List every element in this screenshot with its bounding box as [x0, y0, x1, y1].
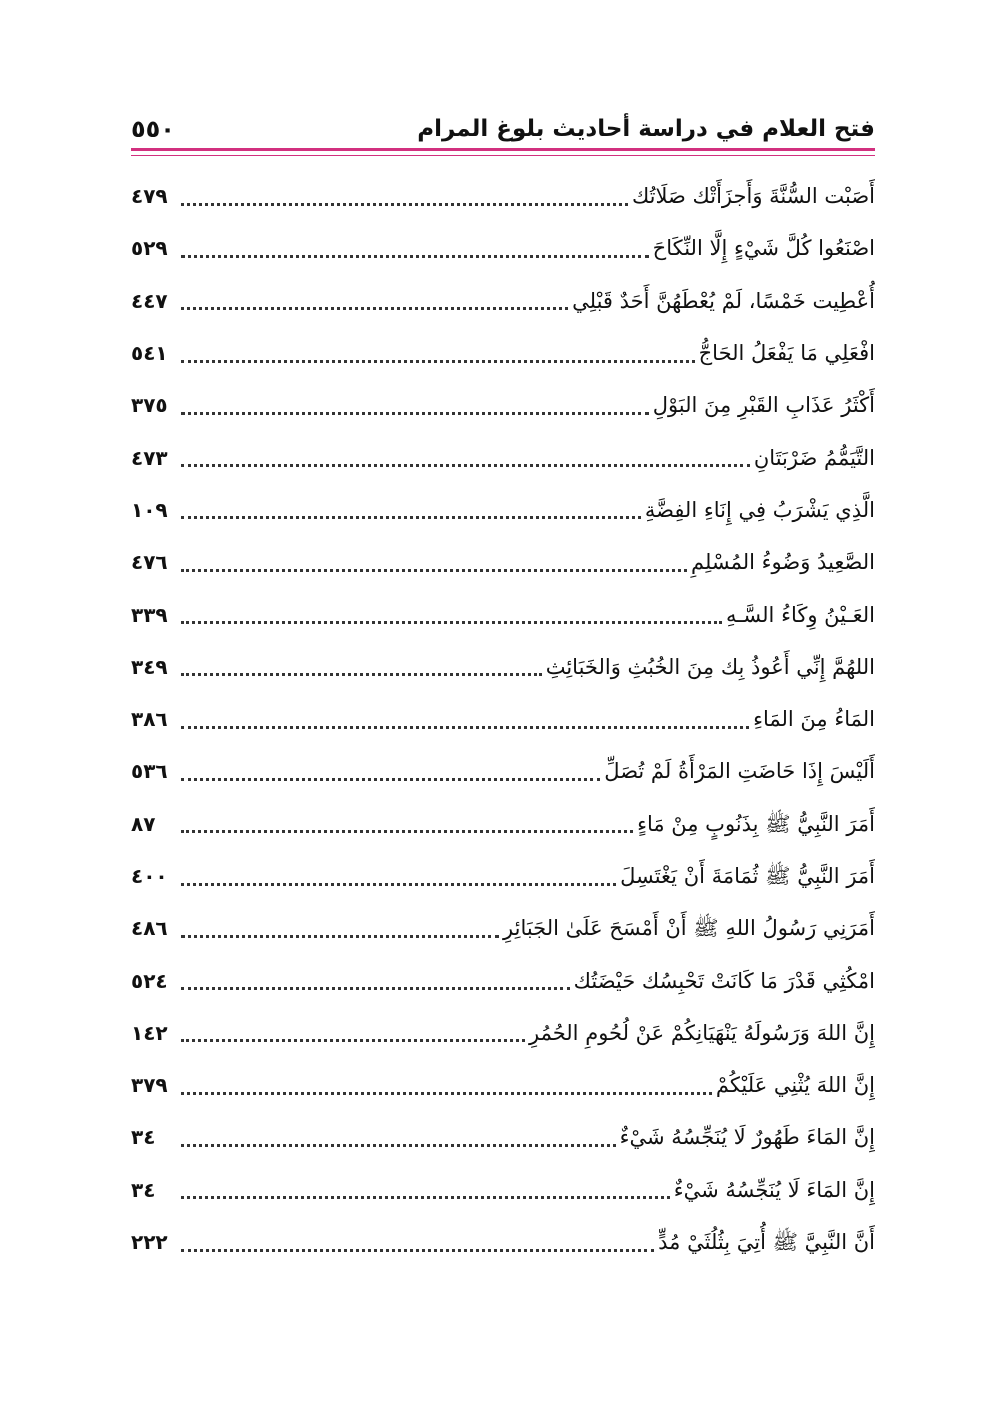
index-entry [131, 536, 875, 588]
entry-page-number: ٣٤٩ [131, 654, 168, 679]
index-entry [131, 379, 875, 431]
entry-page-number: ٢٢٢ [131, 1230, 168, 1255]
index-entry [131, 170, 875, 222]
entry-text: اللهُمَّ إِنِّي أَعُوذُ بِك مِنَ الخُبُثِ وَالخَبَائِثِ [545, 654, 875, 679]
entry-text: أَمَرَ النَّبِيُّ ﷺ ثُمَامَةَ أَنْ يَغْتَسِلَ [620, 864, 875, 888]
entry-page-number: ٤٨٦ [131, 916, 168, 941]
entry-page-number: ٣٤ [131, 1125, 156, 1150]
index-entry [131, 588, 875, 640]
dot-leader [181, 1216, 654, 1252]
index-entry [131, 693, 875, 745]
header-rule-thick [131, 148, 875, 151]
entry-text: أَمَرَ النَّبِيُّ ﷺ بِذَنُوبٍ مِنْ مَاءٍ [637, 811, 875, 836]
dot-leader [181, 327, 695, 363]
index-entry [131, 745, 875, 797]
index-entry [131, 1111, 875, 1163]
index-entry [131, 1164, 875, 1216]
dot-leader [181, 1111, 616, 1147]
entry-text: إِنَّ اللهَ وَرَسُولَهُ يَنْهَيَانِكُمْ عَنْ لُحُومِ الحُمُرِ [529, 1020, 875, 1045]
dot-leader [181, 693, 749, 729]
entry-text: التَّيَمُّمُ ضَرْبَتَانِ [753, 445, 875, 470]
entry-text: افْعَلِي مَا يَفْعَلُ الحَاجُّ [698, 341, 875, 366]
dot-leader [181, 798, 633, 834]
index-entry [131, 850, 875, 902]
entry-page-number: ٣٤ [131, 1177, 156, 1202]
dot-leader [181, 850, 616, 886]
entry-text: أَصَبْت السُّنَّةَ وَأَجزَأَتْك صَلَاتُك [631, 184, 875, 209]
entry-text: إِنَّ المَاءَ طَهُورٌ لَا يُنَجِّسُهُ شَيْءٌ [619, 1125, 875, 1150]
dot-leader [181, 902, 499, 938]
dot-leader [181, 745, 600, 781]
entry-page-number: ٥٢٩ [131, 236, 168, 261]
index-entry [131, 798, 875, 850]
entry-page-number: ٨٧ [131, 811, 156, 836]
entry-text: إِنَّ اللهَ يُثْنِي عَلَيْكُمْ [715, 1073, 875, 1098]
index-entry [131, 222, 875, 274]
entry-page-number: ٣٣٩ [131, 602, 168, 627]
entry-text: المَاءُ مِنَ المَاءِ [753, 707, 875, 732]
dot-leader [181, 641, 542, 677]
entry-text: أَلَيْسَ إِذَا حَاضَتِ المَرْأَةُ لَمْ تُصَلِّ [604, 759, 875, 784]
index-entry [131, 902, 875, 954]
entry-text: الَّذِي يَشْرَبُ فِي إِنَاءِ الفِضَّةِ [644, 497, 875, 522]
entry-text: أَكْثَرُ عَذَابِ القَبْرِ مِنَ البَوْلِ [652, 393, 875, 418]
entry-page-number: ٥٤١ [131, 341, 168, 366]
index-entry [131, 1216, 875, 1268]
dot-leader [181, 954, 570, 990]
page-number: ٥٥٠ [131, 115, 175, 143]
entry-page-number: ٤٧٩ [131, 184, 168, 209]
entry-page-number: ٤٠٠ [131, 864, 168, 888]
dot-leader [181, 222, 649, 258]
entry-text: العَـيْنُ وِكَاءُ السَّـهِ [726, 602, 875, 627]
entry-text: أُعْطِيت خَمْسًا، لَمْ يُعْطَهُنَّ أَحَدٌ قَبْلِي [572, 288, 875, 313]
dot-leader [181, 170, 628, 206]
entry-page-number: ٥٣٦ [131, 759, 168, 784]
entry-page-number: ١٠٩ [131, 497, 168, 522]
index-entry [131, 1059, 875, 1111]
entry-text: أَمَرَنِي رَسُولُ اللهِ ﷺ أَنْ أَمْسَحَ عَلَىٰ الجَبَائِرِ [503, 916, 875, 941]
dot-leader [181, 1007, 525, 1043]
dot-leader [181, 379, 649, 415]
dot-leader [181, 484, 641, 520]
entry-page-number: ٤٧٦ [131, 550, 168, 575]
entry-text: إِنَّ المَاءَ لَا يُنَجِّسُهُ شَيْءٌ [673, 1177, 875, 1202]
hadith-index-list [131, 170, 875, 1268]
index-entry [131, 275, 875, 327]
dot-leader [181, 1164, 670, 1200]
entry-text: أَنَّ النَّبِيَّ ﷺ أُتِيَ بِثُلُثَيْ مُدٍّ [658, 1230, 875, 1255]
index-entry [131, 641, 875, 693]
dot-leader [181, 1059, 712, 1095]
index-entry [131, 431, 875, 483]
entry-page-number: ٣٧٩ [131, 1073, 168, 1098]
dot-leader [181, 588, 722, 624]
header-rule-thin [131, 155, 875, 156]
entry-page-number: ٣٨٦ [131, 707, 168, 732]
entry-page-number: ٤٤٧ [131, 288, 168, 313]
book-title: فتح العلام في دراسة أحاديث بلوغ المرام [417, 116, 875, 142]
index-entry [131, 484, 875, 536]
running-header [131, 106, 875, 146]
dot-leader [181, 536, 687, 572]
index-entry [131, 327, 875, 379]
entry-text: امْكُثِي قَدْرَ مَا كَانَتْ تَحْبِسُك حَيْضَتُك [573, 968, 875, 993]
index-entry [131, 954, 875, 1006]
dot-leader [181, 275, 568, 311]
entry-page-number: ٥٢٤ [131, 968, 168, 993]
entry-text: الصَّعِيدُ وَضُوءُ المُسْلِمِ [690, 550, 875, 575]
entry-text: اصْنَعُوا كُلَّ شَيْءٍ إِلَّا النِّكَاحَ [652, 236, 875, 261]
entry-page-number: ٣٧٥ [131, 393, 168, 418]
dot-leader [181, 431, 750, 467]
index-entry [131, 1007, 875, 1059]
entry-page-number: ٤٧٣ [131, 445, 168, 470]
entry-page-number: ١٤٢ [131, 1020, 168, 1045]
